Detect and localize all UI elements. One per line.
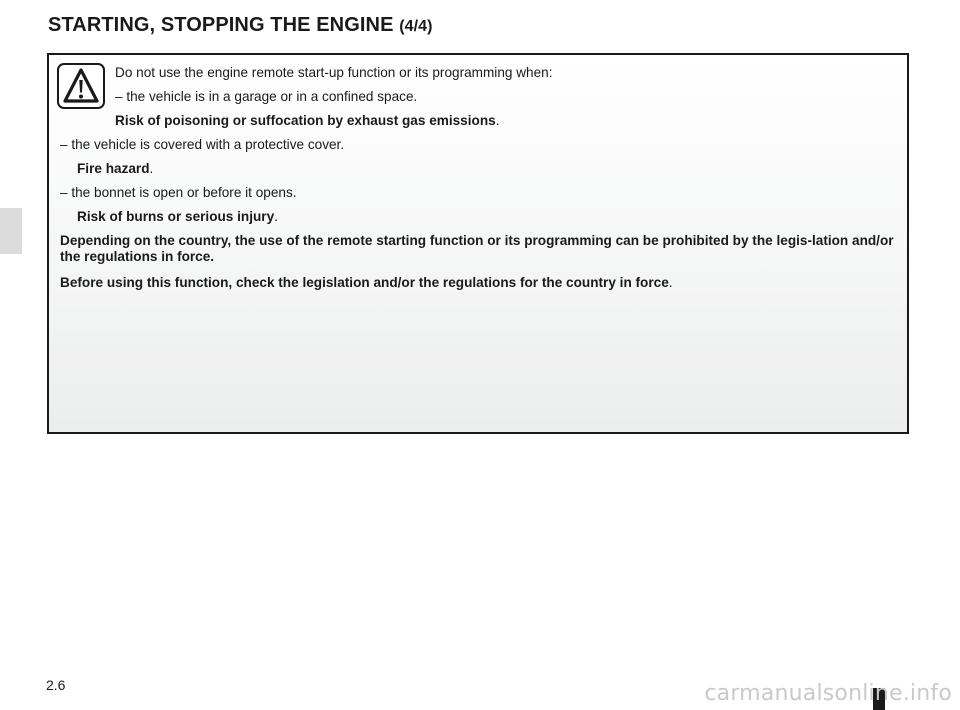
risk-burns-text: Risk of burns or serious injury bbox=[77, 209, 275, 224]
risk-poisoning-period: . bbox=[495, 113, 500, 128]
watermark: carmanualsonline.info bbox=[704, 681, 952, 706]
warning-legislation-note bbox=[60, 274, 673, 291]
warning-triangle-icon bbox=[57, 63, 105, 109]
risk-fire-text: Fire hazard bbox=[77, 161, 150, 176]
warning-case-bonnet: – the bonnet is open or before it opens. bbox=[60, 185, 297, 200]
chapter-tab bbox=[0, 208, 22, 254]
risk-fire-period: . bbox=[149, 161, 154, 176]
risk-burns-period: . bbox=[274, 209, 278, 224]
warning-country-note: Depending on the country, the use of the remote starting function or its programming can be prohibited by the legis-lation and/or the regulations in force. bbox=[60, 233, 894, 264]
page-title-text: STARTING, STOPPING THE ENGINE bbox=[48, 14, 394, 36]
warning-case-garage: – the vehicle is in a garage or in a confined space. bbox=[115, 89, 418, 104]
legislation-note-text: Before using this function, check the legislation and/or the regulations for the country in force bbox=[60, 275, 669, 290]
warning-risk-poisoning bbox=[115, 112, 499, 129]
warning-risk-burns bbox=[77, 208, 278, 225]
legislation-note-period: . bbox=[668, 275, 673, 290]
page-number: 2.6 bbox=[46, 677, 66, 693]
warning-box bbox=[47, 53, 909, 434]
warning-case-cover: – the vehicle is covered with a protective cover. bbox=[60, 137, 345, 152]
risk-poisoning-text: Risk of poisoning or suffocation by exhaust gas emissions bbox=[115, 113, 496, 128]
warning-intro: Do not use the engine remote start-up function or its programming when: bbox=[115, 65, 553, 80]
warning-risk-fire bbox=[77, 160, 153, 177]
page-part-indicator: (4/4) bbox=[399, 18, 433, 35]
page-title bbox=[48, 14, 433, 37]
